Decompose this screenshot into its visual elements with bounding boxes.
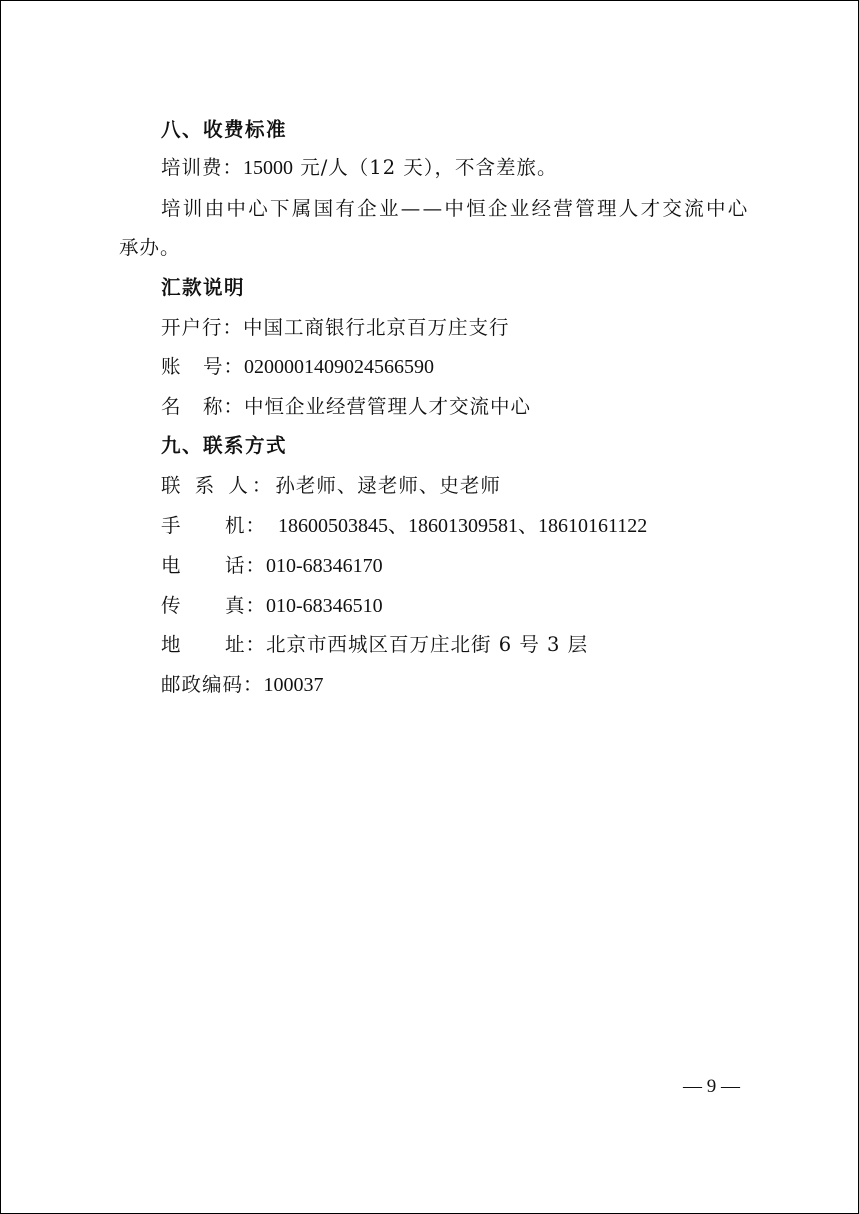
bank-value: 中国工商银行北京百万庄支行 bbox=[243, 316, 510, 339]
mobile-label-2: 机： bbox=[225, 514, 267, 537]
phone-line bbox=[161, 553, 383, 579]
bank-line bbox=[161, 315, 510, 341]
postcode-value: 100037 bbox=[263, 674, 324, 696]
account-value: 0200001409024566590 bbox=[244, 356, 435, 378]
name-label-1: 名 bbox=[161, 395, 182, 418]
mobile-label-1: 手 bbox=[161, 514, 182, 537]
fax-label-2: 真： bbox=[225, 594, 267, 617]
address-line bbox=[161, 632, 588, 658]
organizer-line-1: 培训由中心下属国有企业——中恒企业经营管理人才交流中心 bbox=[161, 197, 750, 220]
postcode-label: 邮政编码： bbox=[161, 673, 264, 696]
mobile-value: 18600503845、18601309581、18610161122 bbox=[278, 515, 648, 537]
section-heading-remittance: 汇款说明 bbox=[161, 276, 246, 299]
section-heading-fees: 八、收费标准 bbox=[161, 118, 288, 141]
mobile-line bbox=[161, 513, 647, 539]
account-label-1: 账 bbox=[161, 355, 182, 378]
fax-label-1: 传 bbox=[161, 594, 182, 617]
account-line bbox=[161, 354, 434, 380]
phone-label-2: 话： bbox=[225, 554, 267, 577]
contact-person-line bbox=[161, 473, 501, 499]
address-value: 北京市西城区百万庄北街 6 号 3 层 bbox=[266, 633, 589, 656]
section-heading-contact: 九、联系方式 bbox=[161, 434, 288, 457]
address-label-2: 址： bbox=[225, 633, 267, 656]
bank-label: 开户行： bbox=[161, 316, 244, 339]
fee-value: 15000 bbox=[243, 157, 294, 179]
organizer-line-2: 承办。 bbox=[119, 236, 181, 259]
account-label-2: 号： bbox=[203, 355, 245, 378]
contact-label: 联 系 人： bbox=[161, 474, 276, 497]
address-label-1: 地 bbox=[161, 633, 182, 656]
phone-label-1: 电 bbox=[161, 554, 182, 577]
postcode-line bbox=[161, 672, 324, 698]
name-value: 中恒企业经营管理人才交流中心 bbox=[244, 395, 532, 418]
fee-line bbox=[161, 155, 558, 181]
page-number: — 9 — bbox=[683, 1076, 740, 1097]
fee-label: 培训费： bbox=[161, 156, 244, 179]
fax-value: 010-68346510 bbox=[266, 595, 383, 617]
contact-value: 孙老师、逯老师、史老师 bbox=[275, 474, 501, 497]
name-label-2: 称： bbox=[203, 395, 245, 418]
phone-value: 010-68346170 bbox=[266, 555, 383, 577]
fax-line bbox=[161, 593, 383, 619]
fee-rest: 元/人（12 天），不含差旅。 bbox=[293, 156, 558, 179]
account-name-line bbox=[161, 394, 531, 420]
